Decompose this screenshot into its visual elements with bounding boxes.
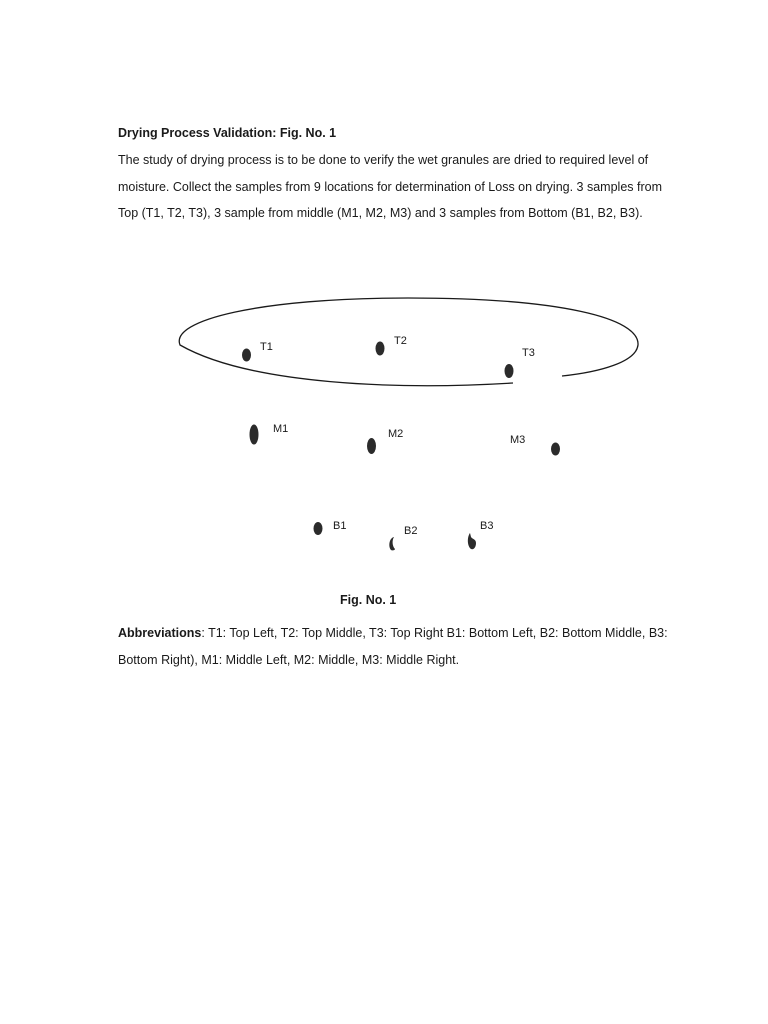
- label-t3: T3: [522, 347, 535, 359]
- sample-dot-m3: [551, 443, 560, 456]
- document-heading: Drying Process Validation: Fig. No. 1: [118, 126, 337, 140]
- abbreviations-text: : T1: Top Left, T2: Top Middle, T3: Top Right B1: Bottom Left, B2: Bottom Middle, B3: Bottom Right), M1: Middle Left, M2: Middle, M3: Middle Right.: [118, 626, 668, 667]
- abbreviations-label: Abbreviations: [118, 626, 202, 640]
- sample-dot-m1: [250, 425, 259, 445]
- label-m3: M3: [510, 434, 526, 446]
- abbreviations-paragraph: [118, 620, 678, 673]
- sample-dot-t1: [242, 349, 251, 362]
- figure-caption: Fig. No. 1: [340, 593, 397, 607]
- sample-dot-m2: [367, 438, 376, 454]
- label-t1: T1: [260, 341, 273, 353]
- label-m2: M2: [388, 428, 404, 440]
- sample-dot-t2: [376, 342, 385, 356]
- sample-dot-b3: [468, 533, 476, 549]
- sample-dot-t3: [505, 364, 514, 378]
- sample-dot-b1: [314, 522, 323, 535]
- intro-paragraph: The study of drying process is to be done to verify the wet granules are dried to required level of moisture. Collect the samples from 9 locations for determination of Loss on drying. 3 samples from Top (T1, T2, T3), 3 sample from middle (M1, M2, M3) and 3 samples from Bottom (B1, B2, B3).: [118, 153, 662, 220]
- label-t2: T2: [394, 335, 407, 347]
- label-b1: B1: [333, 520, 347, 532]
- label-b2: B2: [404, 525, 418, 537]
- dryer-outline: [179, 298, 638, 386]
- label-m1: M1: [273, 423, 289, 435]
- label-b3: B3: [480, 520, 494, 532]
- sample-dot-b2: [389, 537, 395, 550]
